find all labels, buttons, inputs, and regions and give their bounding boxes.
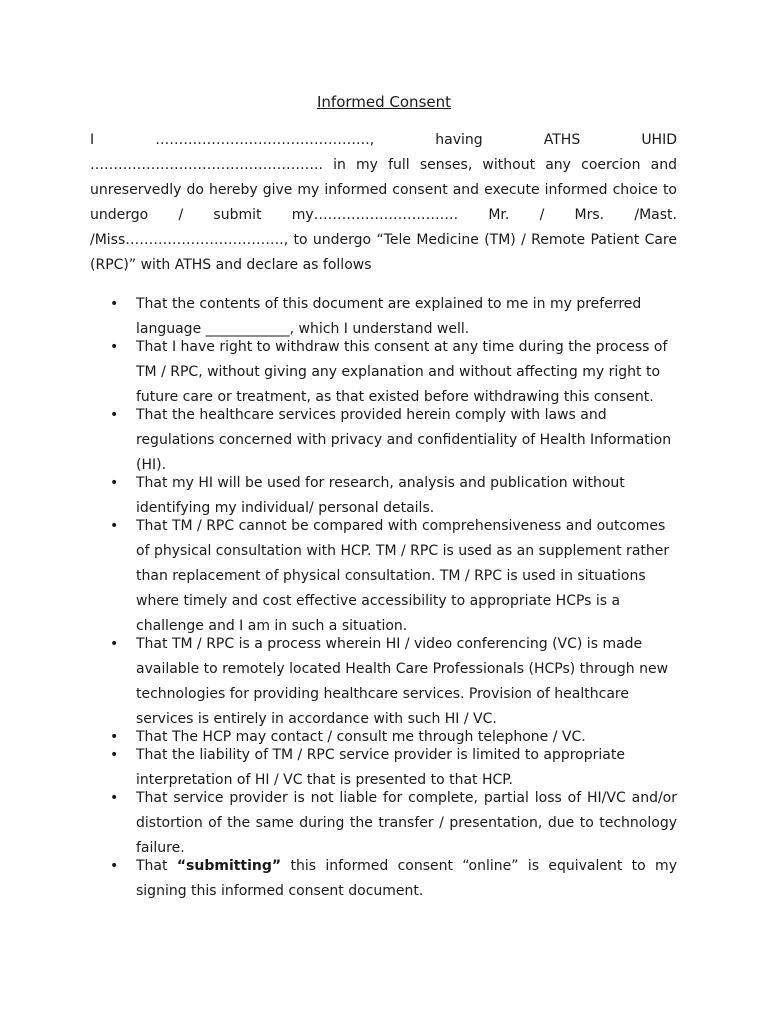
intro-line: ………………………………………….. in my full senses, without any coercion and: [90, 157, 677, 173]
list-item-text: That TM / RPC is a process wherein HI / video conferencing (VC) is made available to remotely located Health Care Professionals (HCPs) through new technologies for providing healthcare services. Provision of healthcare services is entirely in accordance with such HI / VC.: [136, 636, 669, 727]
bullet-icon: •: [110, 790, 119, 806]
bullet-icon: •: [110, 296, 119, 312]
list-item-text: That the liability of TM / RPC service provider is limited to appropriate interpretation of HI / VC that is presented to that HCP.: [136, 747, 625, 788]
intro-line: undergo / submit my…………………………. Mr. / Mrs. /Mast.: [90, 207, 677, 223]
list-item: [90, 786, 677, 861]
list-item-text: That TM / RPC cannot be compared with comprehensiveness and outcomes of physical consultation with HCP. TM / RPC is used as an supplement rather than replacement of physical consultation. TM / RPC is used in situations where timely and cost effective accessibility to appropriate HCPs is a challenge and I am in such a situation.: [136, 518, 670, 634]
intro-line: /Miss……………………………., to undergo “Tele Medicine (TM) / Remote Patient Care: [90, 232, 677, 248]
list-item-text: That service provider is not liable for complete, partial loss of HI/VC and/or distortion of the same during the transfer / presentation, due to technology failure.: [136, 790, 677, 856]
bullet-icon: •: [110, 729, 119, 745]
bullet-icon: •: [110, 407, 119, 423]
bullet-icon: •: [110, 475, 119, 491]
bullet-icon: •: [110, 518, 119, 534]
list-item-text: That the healthcare services provided herein comply with laws and regulations concerned with privacy and confidentiality of Health Information (HI).: [136, 407, 672, 473]
bullet-icon: •: [110, 636, 119, 652]
list-item-text: That I have right to withdraw this consent at any time during the process of TM / RPC, without giving any explanation and without affecting my right to future care or treatment, as that existed before withdrawing this consent.: [136, 339, 668, 405]
intro-line: (RPC)” with ATHS and declare as follows: [90, 257, 372, 273]
document-title: Informed Consent: [316, 93, 451, 111]
bullet-icon: •: [110, 747, 119, 763]
list-item: [90, 335, 677, 410]
list-item-text: That the contents of this document are explained to me in my preferred language ____________, which I understand well.: [136, 296, 642, 337]
list-item-bold-text: “submitting”: [176, 858, 282, 874]
bullet-icon: •: [110, 339, 119, 355]
intro-paragraph: [90, 128, 677, 278]
intro-line: I ………………………………………., having ATHS UHID: [90, 132, 677, 148]
declaration-list: [90, 292, 677, 897]
list-item-text-suffix: this informed consent “online” is equivalent to my signing this informed consent document.: [136, 858, 677, 899]
list-item-text-prefix: That: [136, 858, 177, 874]
list-item-text: That my HI will be used for research, analysis and publication without identifying my individual/ personal details.: [136, 475, 625, 516]
list-item: [90, 854, 677, 904]
list-item: [90, 514, 677, 639]
bullet-icon: •: [110, 858, 119, 874]
list-item: [90, 403, 677, 478]
list-item: [90, 632, 677, 732]
list-item-text: That The HCP may contact / consult me through telephone / VC.: [136, 729, 586, 745]
intro-line: unreservedly do hereby give my informed consent and execute informed choice to: [90, 182, 677, 198]
